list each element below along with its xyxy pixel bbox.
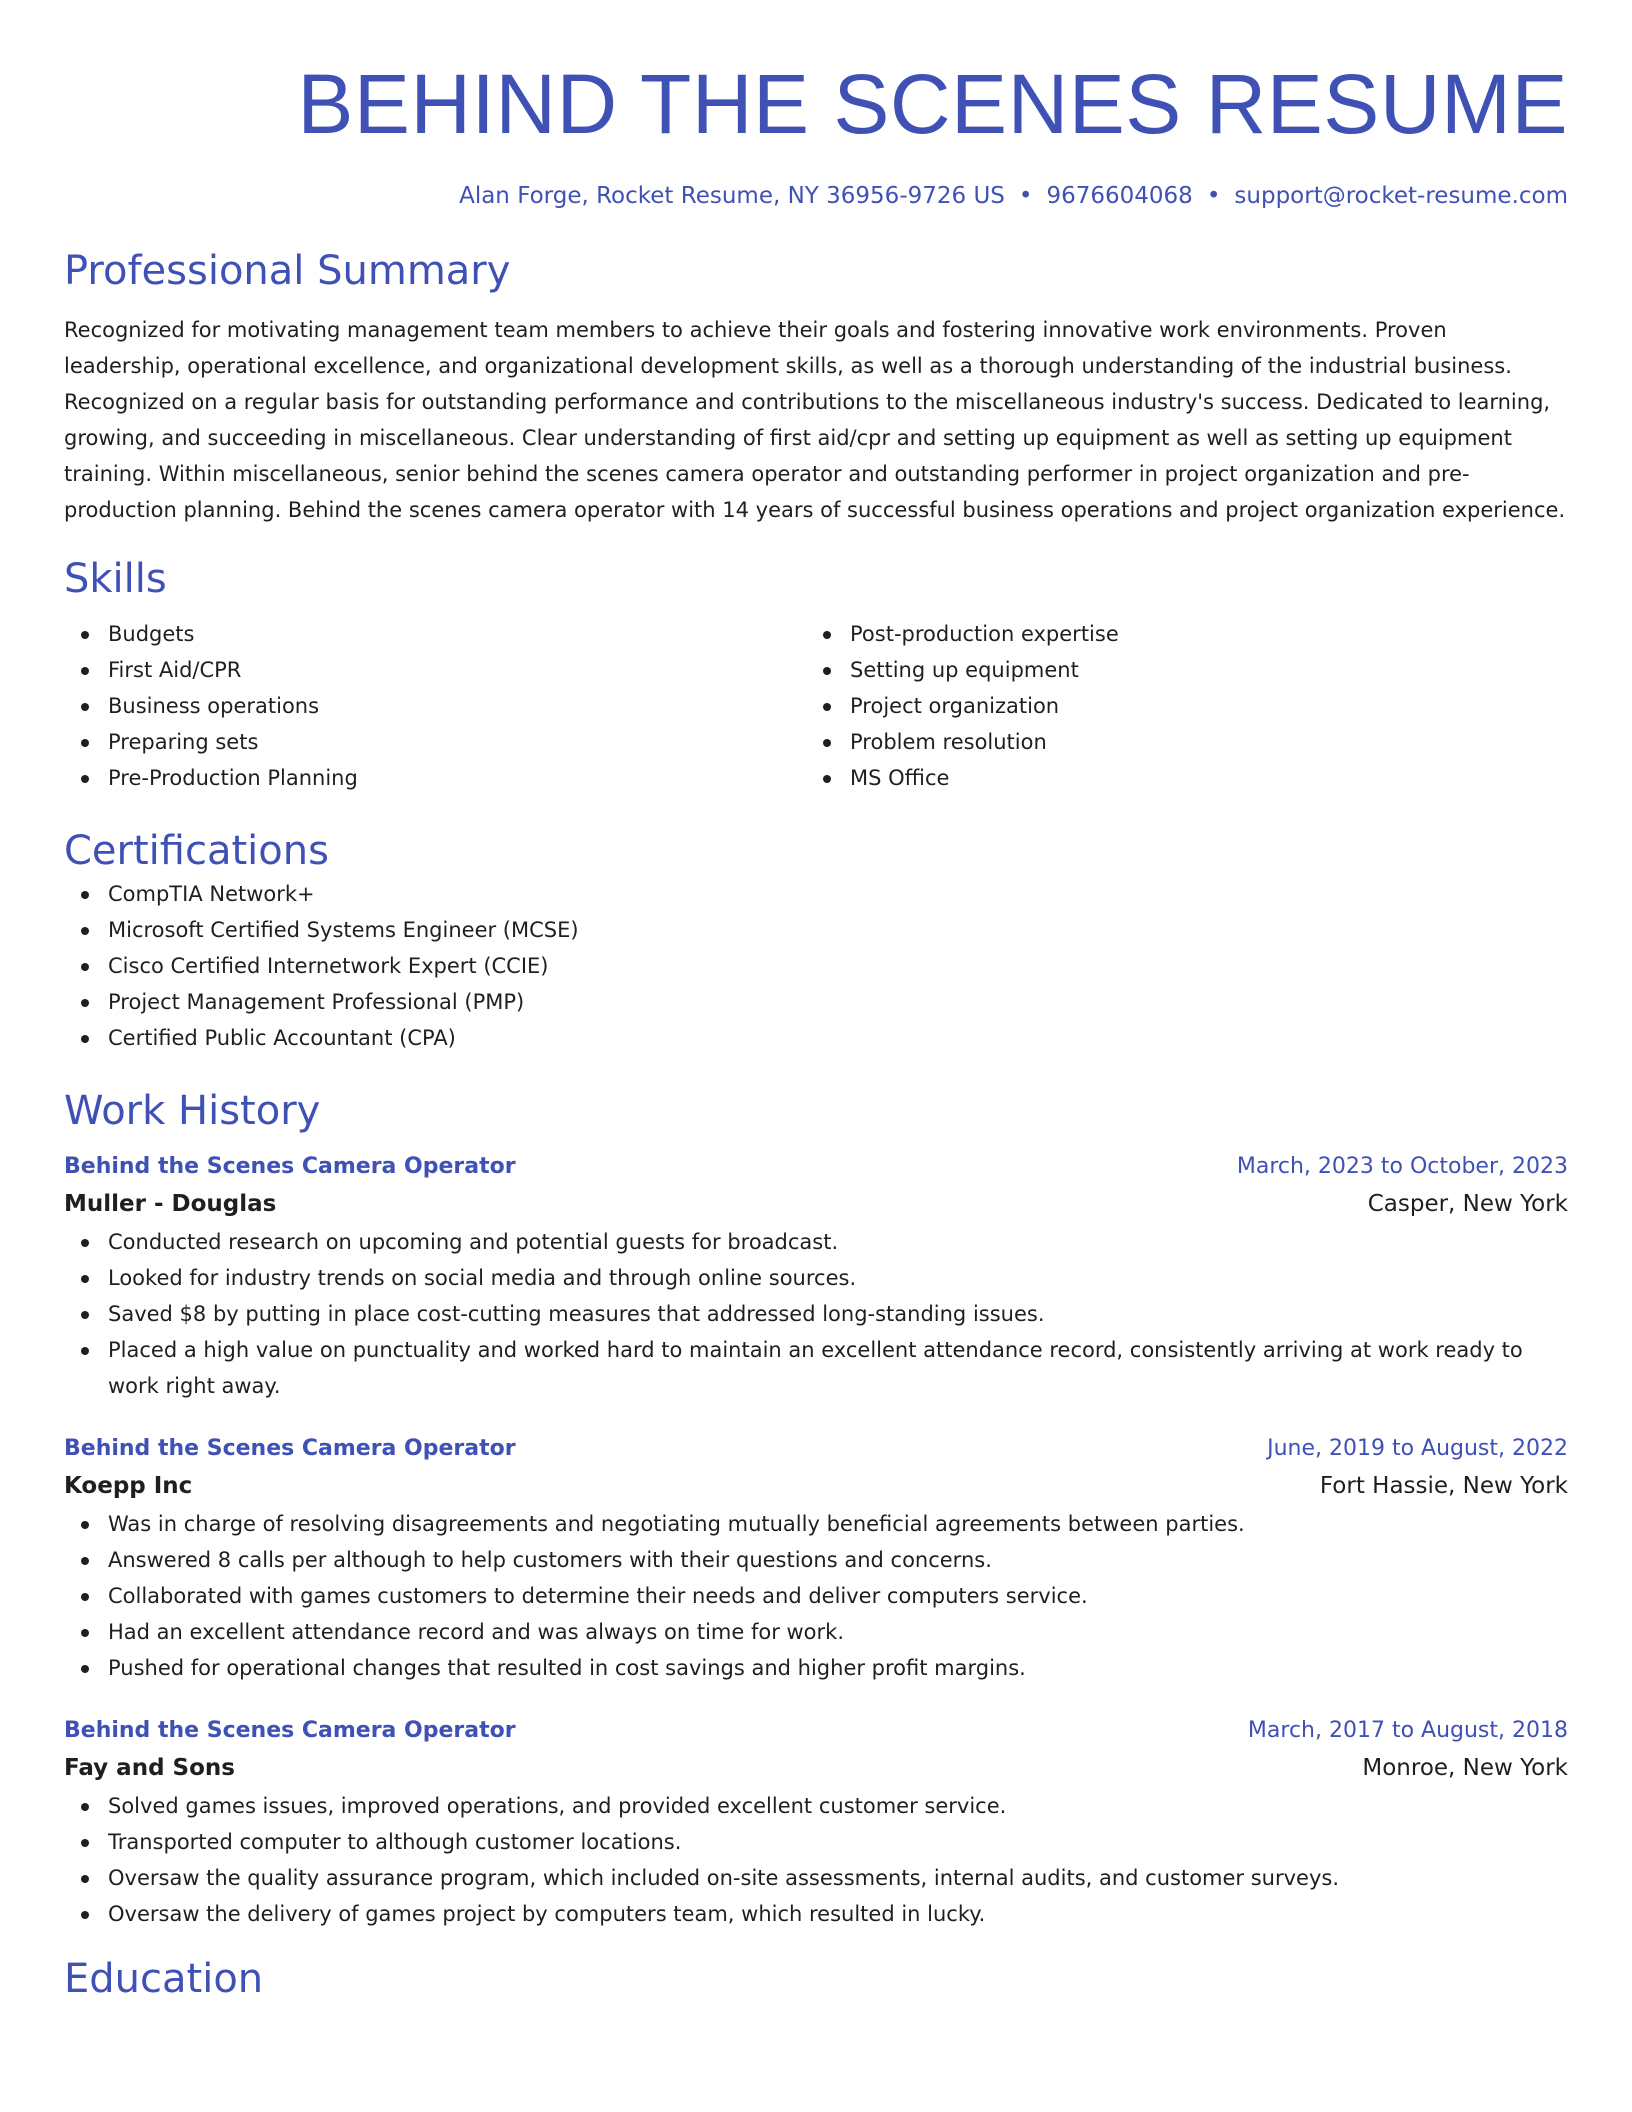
contact-separator: • bbox=[1018, 183, 1033, 209]
certification-item: Project Management Professional (PMP) bbox=[64, 984, 1568, 1020]
certification-item: Certified Public Accountant (CPA) bbox=[64, 1020, 1568, 1056]
job-bullet: Oversaw the delivery of games project by computers team, which resulted in lucky. bbox=[64, 1896, 1568, 1932]
job-entry bbox=[64, 1432, 1568, 1686]
skill-item: Project organization bbox=[806, 688, 1548, 724]
skills-column-left bbox=[64, 616, 806, 796]
certification-item: Cisco Certified Internetwork Expert (CCIE) bbox=[64, 948, 1568, 984]
skill-item: Pre-Production Planning bbox=[64, 760, 806, 796]
job-company: Koepp Inc bbox=[64, 1473, 193, 1499]
job-company: Fay and Sons bbox=[64, 1755, 235, 1781]
skill-item: Budgets bbox=[64, 616, 806, 652]
skills-column-right bbox=[806, 616, 1548, 796]
certification-item: Microsoft Certified Systems Engineer (MCSE) bbox=[64, 912, 1568, 948]
job-bullet: Looked for industry trends on social media and through online sources. bbox=[64, 1260, 1568, 1296]
job-bullet: Oversaw the quality assurance program, which included on-site assessments, internal audits, and customer surveys. bbox=[64, 1860, 1568, 1896]
job-location: Casper, New York bbox=[1367, 1191, 1568, 1217]
job-entry bbox=[64, 1150, 1568, 1404]
job-bullets bbox=[64, 1788, 1568, 1932]
certifications-heading: Certifications bbox=[64, 828, 329, 874]
job-bullet: Transported computer to although customer locations. bbox=[64, 1824, 1568, 1860]
job-bullet: Was in charge of resolving disagreements and negotiating mutually beneficial agreements between parties. bbox=[64, 1506, 1568, 1542]
contact-separator: • bbox=[1206, 183, 1221, 209]
certification-item: CompTIA Network+ bbox=[64, 876, 1568, 912]
certifications-list bbox=[64, 876, 1568, 1056]
skill-item: Setting up equipment bbox=[806, 652, 1548, 688]
job-title: Behind the Scenes Camera Operator bbox=[64, 1154, 516, 1179]
job-entry bbox=[64, 1714, 1568, 1932]
job-dates: March, 2017 to August, 2018 bbox=[1247, 1718, 1568, 1743]
resume-title: BEHIND THE SCENES RESUME bbox=[297, 57, 1568, 151]
job-dates: June, 2019 to August, 2022 bbox=[1267, 1436, 1568, 1461]
job-bullets bbox=[64, 1224, 1568, 1404]
job-title: Behind the Scenes Camera Operator bbox=[64, 1718, 516, 1743]
work-history-heading: Work History bbox=[64, 1088, 321, 1134]
job-bullet: Saved $8 by putting in place cost-cutting measures that addressed long-standing issues. bbox=[64, 1296, 1568, 1332]
education-heading: Education bbox=[64, 1956, 264, 2002]
job-location: Monroe, New York bbox=[1362, 1755, 1568, 1781]
job-bullet: Pushed for operational changes that resulted in cost savings and higher profit margins. bbox=[64, 1650, 1568, 1686]
job-bullet: Placed a high value on punctuality and worked hard to maintain an excellent attendance record, consistently arriving at work ready to work right away. bbox=[64, 1332, 1568, 1404]
skill-item: Post-production expertise bbox=[806, 616, 1548, 652]
contact-line bbox=[64, 180, 1568, 212]
skills-heading: Skills bbox=[64, 556, 167, 602]
job-title: Behind the Scenes Camera Operator bbox=[64, 1436, 516, 1461]
contact-address: Alan Forge, Rocket Resume, NY 36956-9726 US bbox=[459, 183, 1005, 209]
skill-item: Business operations bbox=[64, 688, 806, 724]
job-bullet: Conducted research on upcoming and potential guests for broadcast. bbox=[64, 1224, 1568, 1260]
contact-phone: 9676604068 bbox=[1046, 183, 1193, 209]
job-bullet: Solved games issues, improved operations, and provided excellent customer service. bbox=[64, 1788, 1568, 1824]
job-bullet: Had an excellent attendance record and was always on time for work. bbox=[64, 1614, 1568, 1650]
skills-grid bbox=[64, 616, 1568, 796]
skill-item: MS Office bbox=[806, 760, 1548, 796]
contact-email: support@rocket-resume.com bbox=[1234, 183, 1568, 209]
resume-page bbox=[64, 0, 1568, 2004]
job-dates: March, 2023 to October, 2023 bbox=[1236, 1154, 1568, 1179]
job-location: Fort Hassie, New York bbox=[1319, 1473, 1568, 1499]
skill-item: Preparing sets bbox=[64, 724, 806, 760]
skill-item: First Aid/CPR bbox=[64, 652, 806, 688]
job-bullets bbox=[64, 1506, 1568, 1686]
job-bullet: Collaborated with games customers to determine their needs and deliver computers service. bbox=[64, 1578, 1568, 1614]
skill-item: Problem resolution bbox=[806, 724, 1548, 760]
summary-heading: Professional Summary bbox=[64, 248, 511, 294]
summary-text: Recognized for motivating management team members to achieve their goals and fostering innovative work environments. Proven leadership, operational excellence, and organizational development skills, as well as a thorough understanding of the industrial business. Recognized on a regular basis for outstanding performance and contributions to the miscellaneous industry's success. Dedicated to learning, growing, and succeeding in miscellaneous. Clear understanding of first aid/cpr and setting up equipment as well as setting up equipment training. Within miscellaneous, senior behind the scenes camera operator and outstanding performer in project organization and pre-production planning. Behind the scenes camera operator with 14 years of successful business operations and project organization experience. bbox=[64, 318, 1566, 522]
job-bullet: Answered 8 calls per although to help customers with their questions and concerns. bbox=[64, 1542, 1568, 1578]
job-company: Muller - Douglas bbox=[64, 1191, 277, 1217]
